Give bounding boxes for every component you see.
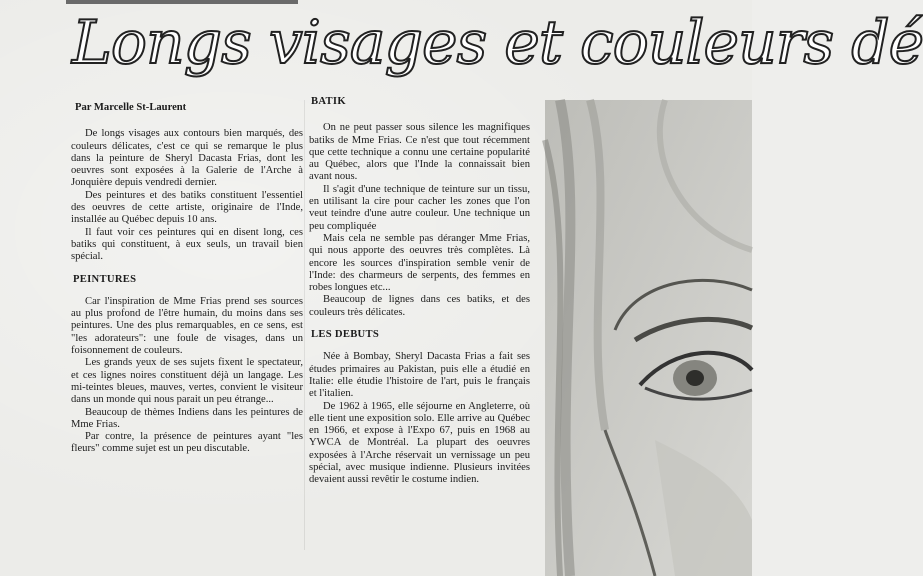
paragraph: On ne peut passer sous silence les magnifiques batiks de Mme Frias. Ce n'est que tout récemment que cette technique a connu une certaine popularité au Québec, alors que l'Inde la connaissait bien avant nous. (309, 122, 530, 183)
subhead-batik: BATIK (311, 96, 346, 107)
paragraph: Par contre, la présence de peintures ayant "les fleurs" comme sujet est un peu discutable. (71, 431, 303, 455)
paragraph: Mais cela ne semble pas déranger Mme Frias, qui nous apporte des oeuvres très complètes. Là encore les sources d'inspiration semble venir de l'Inde: des charmeurs de serpents, des femmes en robes longues etc... (309, 232, 530, 294)
subhead-les-debuts: LES DEBUTS (311, 329, 380, 341)
column-2 (309, 96, 530, 487)
paragraph: Les grands yeux de ses sujets fixent le spectateur, et ces lignes noires constituent déjà un langage. Les mi-teintes bleues, mauves, vertes, convient le visiteur dans un monde qui nous parait un peu étrange... (71, 357, 303, 406)
paragraph: Car l'inspiration de Mme Frias prend ses sources au plus profond de l'être humain, du moins dans ses peintures. Une des plus remarquables, en ce sens, est "les adorateurs": une foule de visages, dans un foisonnement de couleurs. (71, 295, 303, 357)
paragraph: Il faut voir ces peintures qui en disent long, ces batiks qui constituent, à eux seuls, un travail bien spécial. (71, 226, 303, 263)
column-divider (304, 100, 305, 550)
paragraph: De 1962 à 1965, elle séjourne en Angleterre, où elle tient une exposition solo. Elle arrive au Québec en 1966, et expose à l'Expo 67, puis en 1968 au YWCA de Montréal. La plupart des oeuvres exposées à l'Arche réservait un vernissage un peu spécial, avec musique indienne. Plusieurs invitées devaient aussi revêtir le costume indien. (309, 400, 530, 486)
painting-face-illustration (545, 100, 752, 576)
paragraph: De longs visages aux contours bien marqués, des couleurs délicates, c'est ce qui se remarque le plus dans la peinture de Sheryl Dacasta Frias, dont les oeuvres sont exposées à la Galerie de l'Arche à Jonquière depuis vendredi dernier. (71, 128, 303, 189)
headline: Longs visages et couleurs dé (72, 8, 923, 78)
subhead-peintures: PEINTURES (73, 273, 137, 285)
column-1 (71, 96, 303, 456)
paragraph: Née à Bombay, Sheryl Dacasta Frias a fait ses études primaires au Pakistan, puis elle a étudié en Italie: elle étudie l'histoire de l'art, puis le français et l'italien. (309, 351, 530, 400)
paragraph: Beaucoup de thèmes Indiens dans les peintures de Mme Frias. (71, 406, 303, 430)
paragraph: Des peintures et des batiks constituent l'essentiel des oeuvres de cette artiste, originaire de l'Inde, installée au Québec depuis 10 ans. (71, 189, 303, 226)
paragraph: Beaucoup de lignes dans ces batiks, et des couleurs très délicates. (309, 294, 530, 318)
paragraph: Il s'agit d'une technique de teinture sur un tissu, en utilisant la cire pour cacher les zones que l'on veut teindre d'une autre couleur. Une technique un peu compliquée (309, 183, 530, 232)
byline: Par Marcelle St-Laurent (75, 102, 187, 113)
painting-photo (545, 100, 752, 576)
